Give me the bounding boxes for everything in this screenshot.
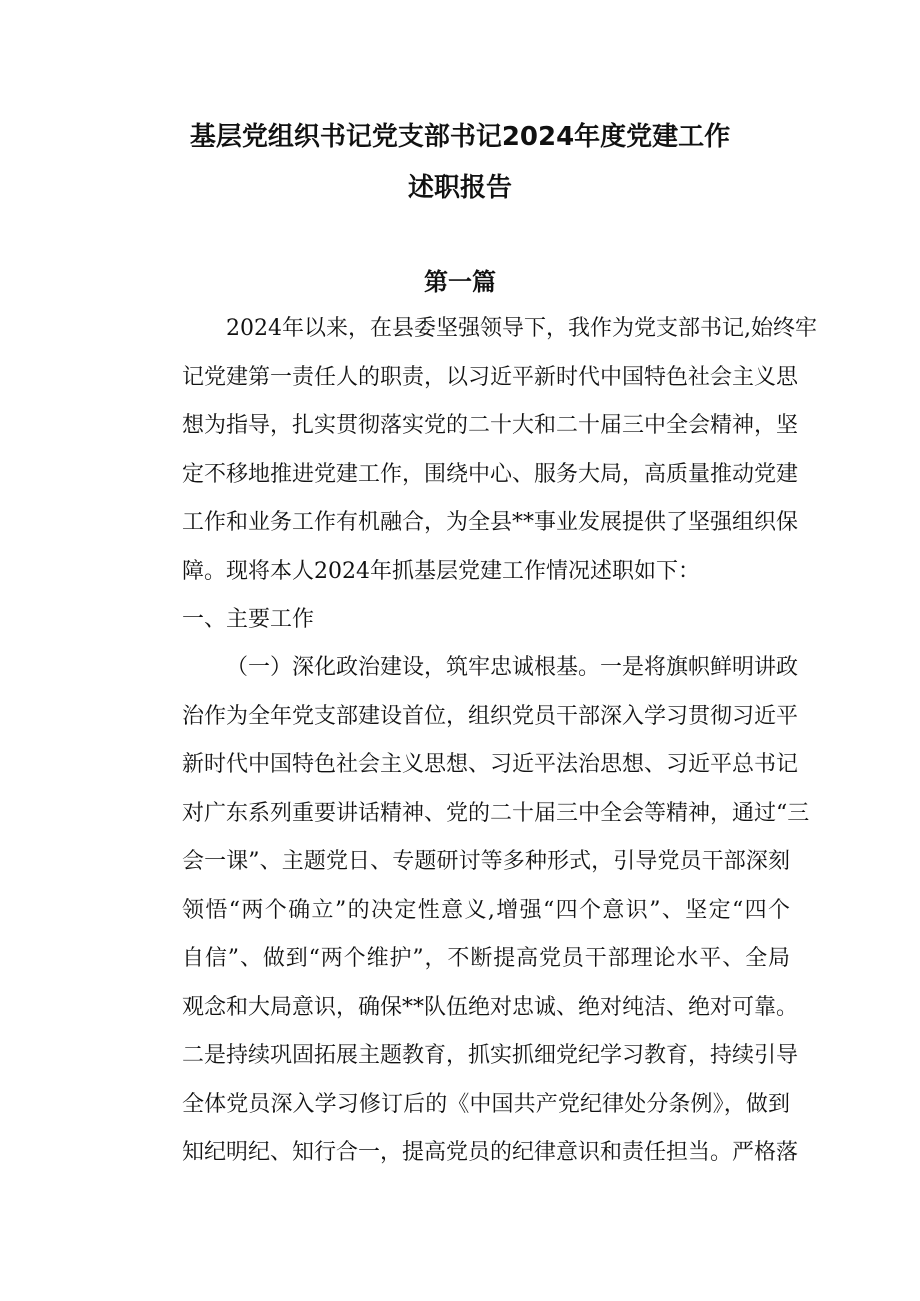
paragraph-line: 新时代中国特色社会主义思想、习近平法治思想、习近平总书记 — [182, 752, 799, 777]
paragraph-line: 治作为全年党支部建设首位，组织党员干部深入学习贯彻习近平 — [182, 703, 799, 729]
paragraph-line: 对广东系列重要讲话精神、党的二十届三中全会等精神，通过“三 — [182, 800, 810, 826]
paragraph-line: 二是持续巩固拓展主题教育，抓实抓细党纪学习教育，持续引导 — [182, 1043, 799, 1068]
paragraph-line: 观念和大局意识，确保**队伍绝对忠诚、绝对纯洁、绝对可靠。 — [182, 994, 799, 1020]
paragraph-political-building — [138, 644, 810, 1178]
paragraph-line: 自信”、做到“两个维护”，不断提高党员干部理论水平、全局 — [182, 946, 790, 971]
paragraph-line: 记党建第一责任人的职责，以习近平新时代中国特色社会主义思 — [182, 364, 799, 390]
paragraph-intro — [138, 305, 817, 596]
paragraph-line: （一）深化政治建设，筑牢忠诚根基。一是将旗帜鲜明讲政 — [226, 655, 799, 680]
document-title-line1: 基层党组织书记党支部书记2024年度党建工作 — [189, 122, 731, 152]
paragraph-line: 全体党员深入学习修订后的《中国共产党纪律处分条例》，做到 — [182, 1091, 790, 1117]
paragraph-line: 领悟“两个确立”的决定性意义,增强“四个意识”、坚定“四个 — [182, 897, 790, 923]
paragraph-line: 工作和业务工作有机融合，为全县**事业发展提供了坚强组织保 — [182, 510, 799, 535]
paragraph-line: 障。现将本人2024年抓基层党建工作情况述职如下： — [182, 558, 700, 584]
paragraph-line: 定不移地推进党建工作，围绕中心、服务大局，高质量推动党建 — [182, 461, 799, 487]
subheading-main-work: 一、主要工作 — [182, 607, 315, 632]
section-heading: 第一篇 — [424, 268, 496, 296]
paragraph-line: 想为指导，扎实贯彻落实党的二十大和二十届三中全会精神，坚 — [182, 413, 799, 438]
paragraph-line: 会一课”、主题党日、专题研讨等多种形式，引导党员干部深刻 — [182, 849, 790, 874]
document-title-line2: 述职报告 — [407, 173, 512, 203]
paragraph-line: 2024年以来，在县委坚强领导下，我作为党支部书记,始终牢 — [226, 316, 817, 341]
paragraph-line: 知纪明纪、知行合一，提高党员的纪律意识和责任担当。严格落 — [182, 1140, 799, 1165]
